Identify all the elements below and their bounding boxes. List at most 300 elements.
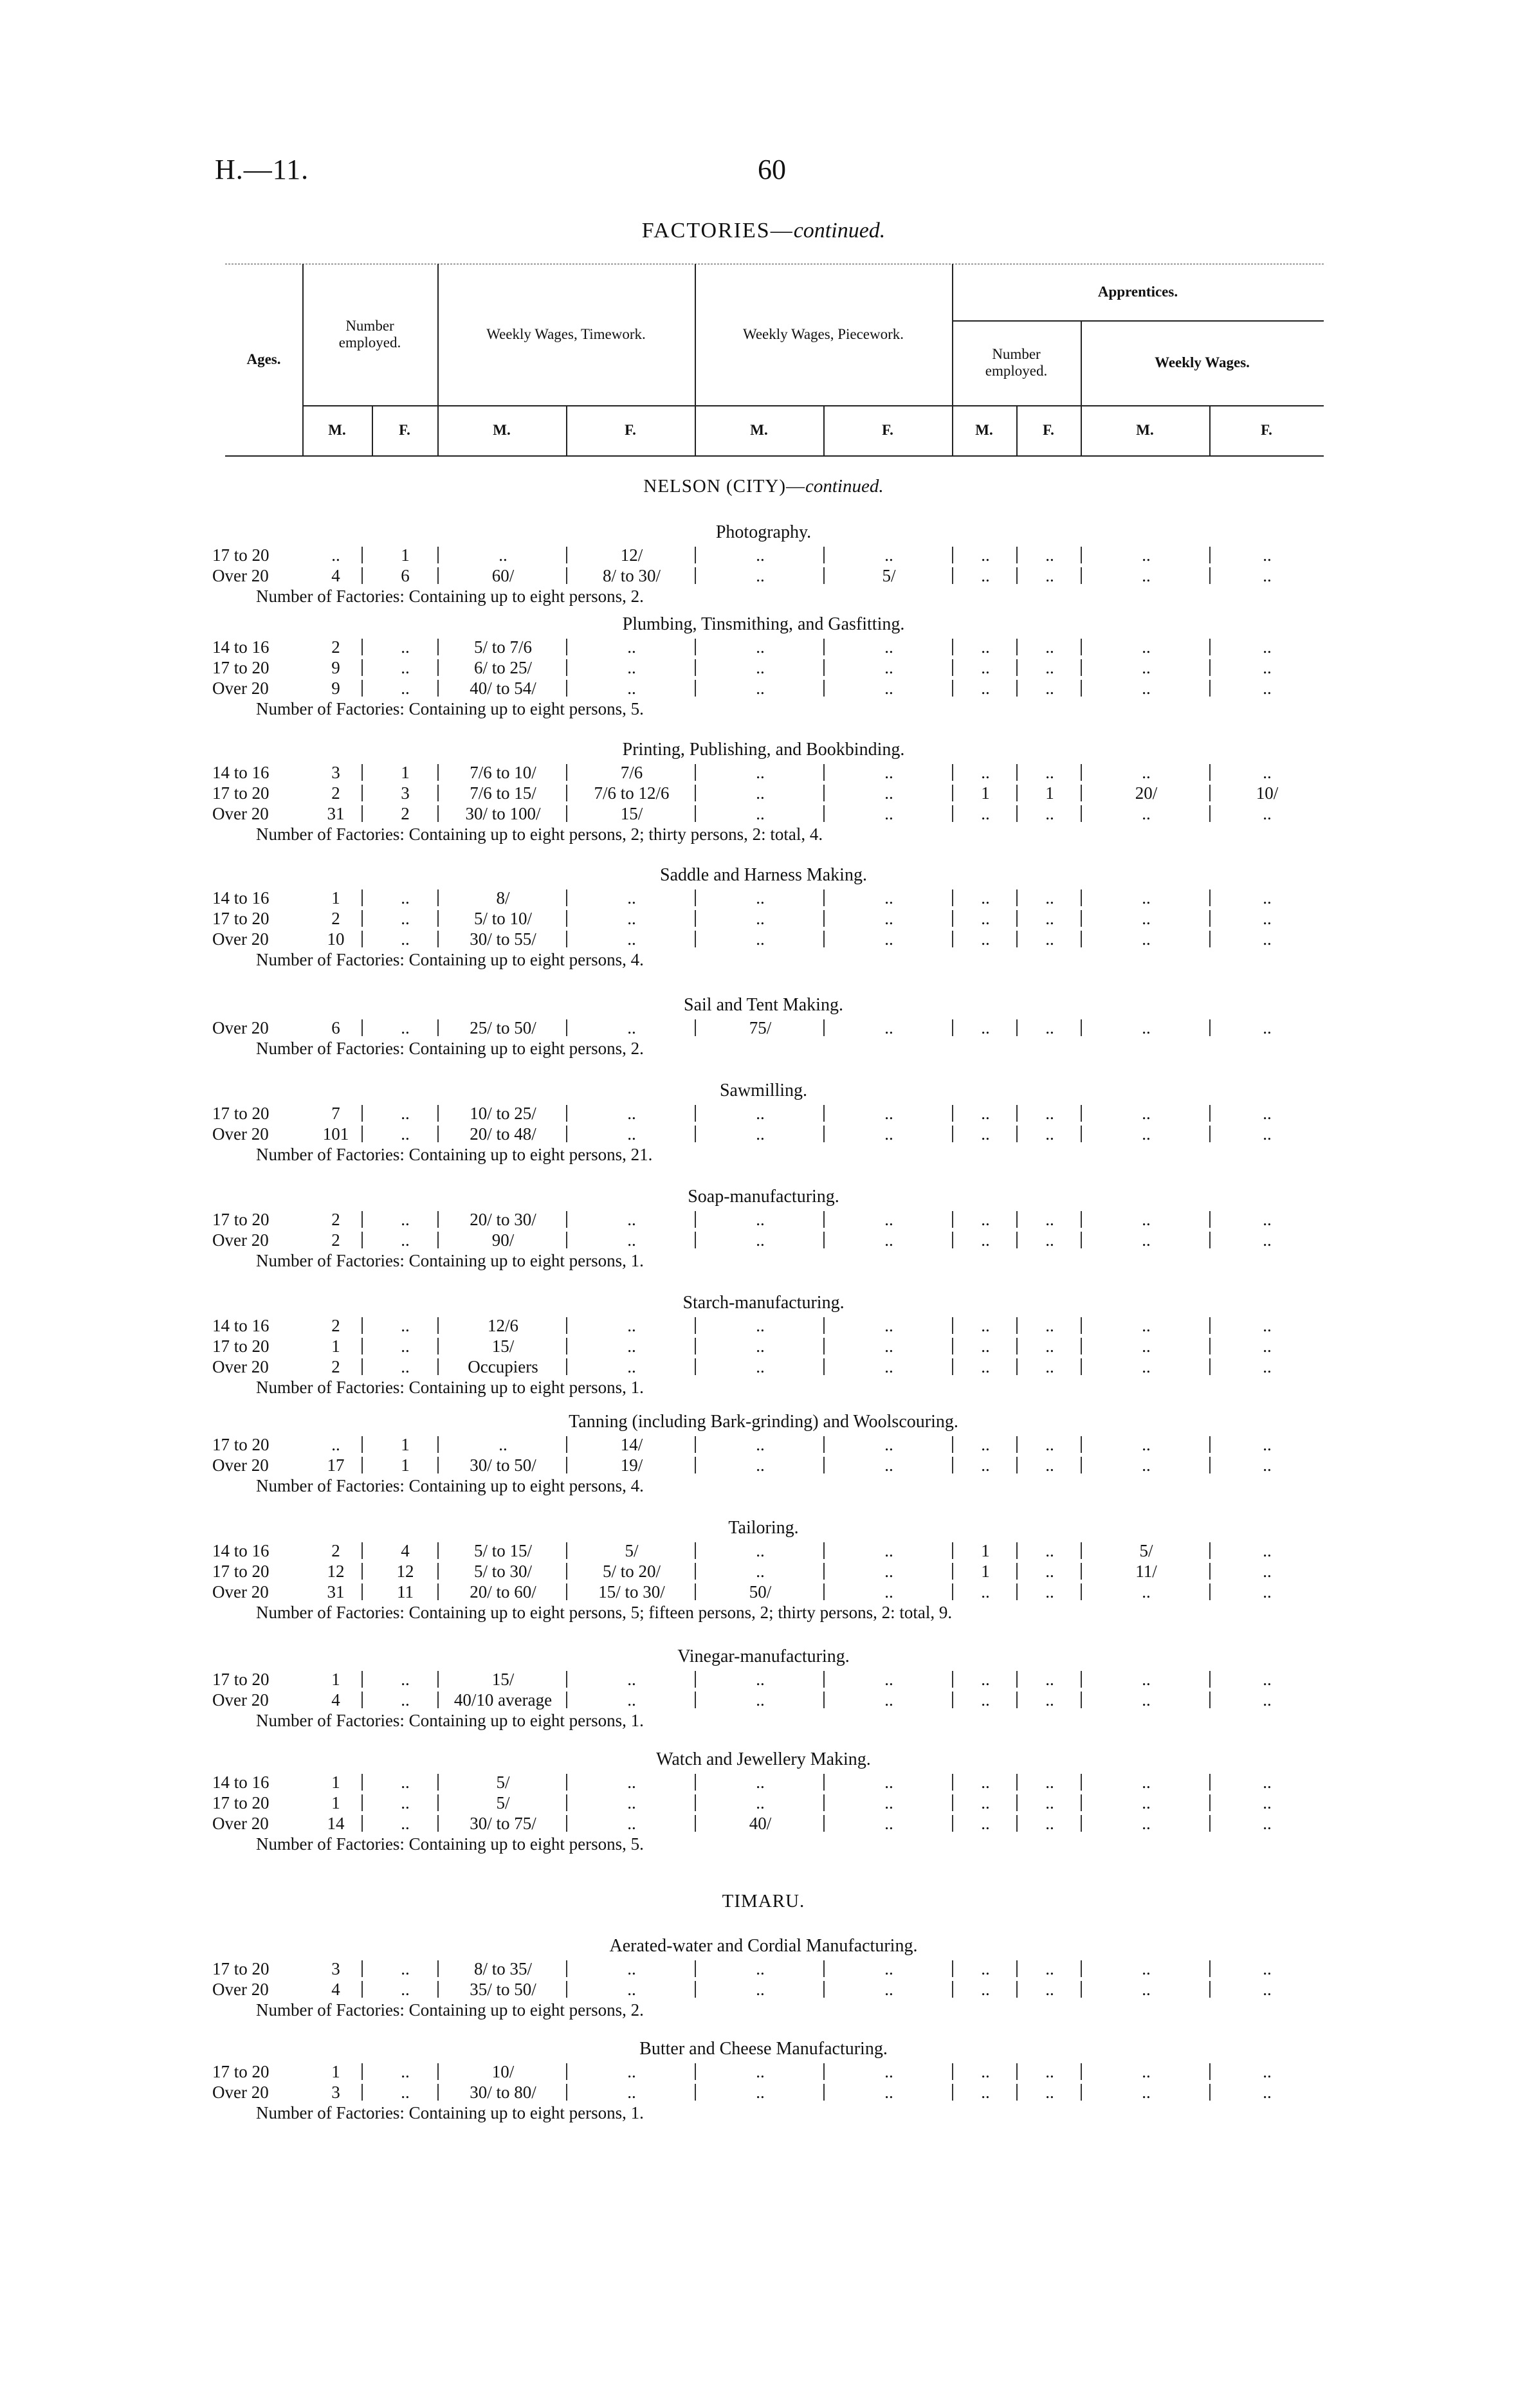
column-rule	[1209, 805, 1211, 822]
value-cell: ..	[1045, 658, 1054, 677]
column-rule	[695, 1457, 696, 1473]
value-cell: ..	[627, 1018, 636, 1037]
factories-note: Number of Factories: Containing up to eight persons, 1.	[256, 1378, 644, 1397]
header-m: M.	[975, 421, 993, 438]
column-rule	[823, 1338, 825, 1354]
value-cell: 31	[327, 804, 345, 823]
value-cell: ..	[981, 1357, 990, 1376]
value-cell: ..	[627, 637, 636, 657]
column-rule	[695, 1692, 696, 1708]
value-cell: ..	[981, 1670, 990, 1689]
header-m: M.	[1136, 421, 1154, 438]
column-rule	[1209, 1457, 1211, 1473]
column-rule	[952, 1232, 953, 1248]
value-cell: ..	[1142, 1959, 1151, 1978]
value-cell: ..	[1263, 1018, 1272, 1037]
value-cell: 6/ to 25/	[473, 658, 532, 677]
value-cell: 4	[331, 1980, 340, 1999]
header-apprentices: Apprentices.	[1097, 283, 1178, 300]
value-cell: ..	[884, 679, 893, 698]
column-rule	[1209, 1563, 1211, 1580]
column-rule	[1081, 1436, 1082, 1453]
column-rule	[1016, 1232, 1018, 1248]
column-rule	[823, 889, 825, 906]
header-f: F.	[1043, 421, 1054, 438]
value-cell: ..	[884, 2062, 893, 2081]
column-rule	[361, 1774, 363, 1791]
value-cell: ..	[401, 1357, 410, 1376]
value-cell: 5/	[496, 1793, 510, 1812]
column-rule	[823, 1126, 825, 1142]
column-rule	[361, 1542, 363, 1559]
value-cell: ..	[1142, 1435, 1151, 1454]
age-cell: 17 to 20	[212, 1670, 270, 1689]
value-cell: ..	[756, 1455, 765, 1475]
column-rule	[695, 1358, 696, 1375]
column-rule	[437, 1671, 439, 1688]
column-rule	[437, 2063, 439, 2080]
column-rule	[1209, 567, 1211, 584]
value-cell: ..	[1142, 1316, 1151, 1335]
value-cell: ..	[1142, 888, 1151, 908]
value-cell: ..	[981, 1018, 990, 1037]
value-cell: ..	[401, 1018, 410, 1037]
value-cell: 30/ to 55/	[470, 929, 536, 949]
column-rule	[1209, 1126, 1211, 1142]
value-cell: ..	[1263, 763, 1272, 782]
value-cell: ..	[627, 1690, 636, 1710]
factories-note: Number of Factories: Containing up to eight persons, 1.	[256, 1711, 644, 1730]
column-rule	[823, 910, 825, 927]
value-cell: ..	[756, 658, 765, 677]
column-rule	[1209, 639, 1211, 655]
value-cell: 30/ to 100/	[465, 804, 541, 823]
value-cell: ..	[884, 1336, 893, 1356]
column-rule	[695, 639, 696, 655]
column-rule	[361, 1211, 363, 1228]
value-cell: ..	[401, 1773, 410, 1792]
industry-title: Vinegar-manufacturing.	[677, 1646, 850, 1666]
value-cell: 7	[331, 1104, 340, 1123]
column-rule	[1209, 910, 1211, 927]
column-rule	[952, 1436, 953, 1453]
column-rule	[695, 1211, 696, 1228]
value-cell: ..	[1142, 1357, 1151, 1376]
value-cell: ..	[1142, 763, 1151, 782]
value-cell: ..	[627, 1814, 636, 1833]
value-cell: ..	[1263, 1435, 1272, 1454]
value-cell: 2	[401, 804, 410, 823]
value-cell: ..	[884, 1670, 893, 1689]
value-cell: ..	[884, 1980, 893, 1999]
age-cell: Over 20	[212, 1230, 269, 1250]
city-name-suffix: continued.	[805, 476, 884, 497]
age-cell: 17 to 20	[212, 1959, 270, 1978]
value-cell: 20/ to 60/	[470, 1582, 536, 1601]
value-cell: 2	[331, 637, 340, 657]
industry-title: Photography.	[715, 522, 812, 542]
value-cell: ..	[1045, 1793, 1054, 1812]
column-rule	[1016, 764, 1018, 781]
column-rule	[566, 1338, 567, 1354]
table-title	[0, 219, 1527, 243]
column-rule	[952, 1981, 953, 1998]
value-cell: ..	[1263, 566, 1272, 585]
value-cell: 90/	[491, 1230, 515, 1250]
column-rule	[1081, 2084, 1082, 2101]
table-row	[0, 1793, 1527, 1813]
column-rule	[695, 1583, 696, 1600]
header-weekly-timework: Weekly Wages, Timework.	[486, 325, 646, 342]
table-title-suffix: continued.	[793, 219, 886, 242]
value-cell: ..	[1263, 1210, 1272, 1229]
city-name: TIMARU.	[722, 1891, 805, 1911]
value-cell: ..	[1142, 804, 1151, 823]
table-row	[0, 888, 1527, 908]
industry-title: Soap-manufacturing.	[688, 1187, 839, 1207]
value-cell: 6	[401, 566, 410, 585]
value-cell: 25/ to 50/	[470, 1018, 536, 1037]
column-rule	[566, 1815, 567, 1832]
column-rule	[361, 889, 363, 906]
column-rule	[361, 1981, 363, 1998]
column-rule	[952, 2063, 953, 2080]
age-cell: Over 20	[212, 1357, 269, 1376]
table-row	[0, 1562, 1527, 1582]
column-rule	[695, 1815, 696, 1832]
table-row	[0, 1773, 1527, 1792]
value-cell: Occupiers	[468, 1357, 538, 1376]
column-rule	[952, 1317, 953, 1334]
value-cell: 5/ to 10/	[473, 909, 532, 928]
column-rule	[823, 1317, 825, 1334]
value-cell: ..	[1263, 1959, 1272, 1978]
value-cell: ..	[627, 1357, 636, 1376]
column-rule	[566, 1583, 567, 1600]
header-bottom-rule	[225, 455, 1324, 457]
age-cell: 17 to 20	[212, 1793, 270, 1812]
column-rule	[952, 1815, 953, 1832]
value-cell: ..	[627, 1336, 636, 1356]
column-rule	[952, 805, 953, 822]
value-cell: ..	[981, 1336, 990, 1356]
value-cell: ..	[627, 909, 636, 928]
value-cell: ..	[884, 783, 893, 803]
column-rule	[695, 1019, 696, 1036]
column-rule	[437, 1019, 439, 1036]
column-rule	[566, 1794, 567, 1811]
column-rule	[952, 567, 953, 584]
column-rule	[695, 764, 696, 781]
column-rule	[1081, 1692, 1082, 1708]
column-rule	[695, 2063, 696, 2080]
value-cell: ..	[756, 929, 765, 949]
value-cell: ..	[1045, 1773, 1054, 1792]
column-rule	[1016, 639, 1018, 655]
column-rule	[566, 910, 567, 927]
value-cell: ..	[884, 1210, 893, 1229]
column-rule	[566, 1211, 567, 1228]
column-rule	[437, 1105, 439, 1122]
value-cell: 3	[331, 1959, 340, 1978]
value-cell: ..	[401, 679, 410, 698]
column-rule	[1016, 1457, 1018, 1473]
age-cell: 14 to 16	[212, 1773, 270, 1792]
column-rule	[1209, 1815, 1211, 1832]
column-rule	[823, 1457, 825, 1473]
column-rule	[1081, 1671, 1082, 1688]
column-rule	[1209, 1774, 1211, 1791]
value-cell: 15/	[491, 1670, 515, 1689]
header-f: F.	[625, 421, 636, 438]
column-rule	[952, 764, 953, 781]
value-cell: ..	[981, 1690, 990, 1710]
value-cell: ..	[627, 1773, 636, 1792]
column-rule	[1209, 680, 1211, 697]
column-rule	[566, 764, 567, 781]
value-cell: 40/ to 54/	[470, 679, 536, 698]
value-cell: ..	[884, 545, 893, 565]
value-cell: ..	[981, 1455, 990, 1475]
column-rule	[823, 2084, 825, 2101]
value-cell: 4	[331, 566, 340, 585]
age-cell: 14 to 16	[212, 1316, 270, 1335]
value-cell: ..	[1263, 1316, 1272, 1335]
value-cell: ..	[1263, 1562, 1272, 1581]
value-cell: ..	[1263, 2083, 1272, 2102]
value-cell: ..	[981, 888, 990, 908]
age-cell: 14 to 16	[212, 888, 270, 908]
table-row	[0, 1435, 1527, 1455]
column-rule	[361, 1436, 363, 1453]
column-rule	[952, 1211, 953, 1228]
column-rule	[952, 1126, 953, 1142]
column-rule	[952, 1794, 953, 1811]
value-cell: 1	[331, 1773, 340, 1792]
value-cell: 50/	[749, 1582, 772, 1601]
column-rule	[1016, 931, 1018, 947]
table-row	[0, 1670, 1527, 1690]
column-rule	[695, 1960, 696, 1977]
column-rule	[1081, 1232, 1082, 1248]
column-rule	[566, 1457, 567, 1473]
table-row	[0, 783, 1527, 803]
column-rule	[1209, 1671, 1211, 1688]
value-cell: ..	[1142, 2062, 1151, 2081]
table-row	[0, 1336, 1527, 1356]
column-rule	[1081, 1583, 1082, 1600]
value-cell: ..	[1045, 1690, 1054, 1710]
table-row	[0, 1018, 1527, 1038]
value-cell: ..	[884, 1582, 893, 1601]
value-cell: 75/	[749, 1018, 772, 1037]
age-cell: 14 to 16	[212, 1541, 270, 1560]
column-rule	[1209, 1338, 1211, 1354]
column-rule	[695, 889, 696, 906]
value-cell: 3	[331, 763, 340, 782]
column-rule	[437, 1338, 439, 1354]
value-cell: ..	[884, 1814, 893, 1833]
industry-title: Tailoring.	[728, 1518, 799, 1538]
value-cell: ..	[1263, 1814, 1272, 1833]
value-cell: ..	[401, 1104, 410, 1123]
value-cell: 5/	[882, 566, 896, 585]
value-cell: ..	[884, 2083, 893, 2102]
column-rule	[1081, 889, 1082, 906]
column-rule	[1209, 1794, 1211, 1811]
value-cell: ..	[401, 2062, 410, 2081]
column-rule	[361, 659, 363, 676]
value-cell: ..	[981, 1582, 990, 1601]
column-rule	[361, 680, 363, 697]
column-rule	[361, 1338, 363, 1354]
column-rule	[952, 1563, 953, 1580]
factories-note: Number of Factories: Containing up to eight persons, 1.	[256, 2103, 644, 2122]
table-row	[0, 1124, 1527, 1144]
age-cell: Over 20	[212, 2083, 269, 2102]
value-cell: ..	[756, 1793, 765, 1812]
value-cell: ..	[401, 637, 410, 657]
age-cell: 17 to 20	[212, 545, 270, 565]
column-rule	[437, 1563, 439, 1580]
value-cell: ..	[1045, 566, 1054, 585]
column-rule	[361, 1457, 363, 1473]
column-rule	[1016, 2084, 1018, 2101]
value-cell: ..	[627, 1670, 636, 1689]
age-cell: 17 to 20	[212, 2062, 270, 2081]
value-cell: 30/ to 75/	[470, 1814, 536, 1833]
value-cell: ..	[756, 637, 765, 657]
value-cell: ..	[756, 1210, 765, 1229]
value-cell: 12	[327, 1562, 345, 1581]
value-cell: ..	[1045, 888, 1054, 908]
industry-title: Plumbing, Tinsmithing, and Gasfitting.	[622, 614, 905, 634]
value-cell: 10/ to 25/	[470, 1104, 536, 1123]
column-rule	[823, 931, 825, 947]
column-rule	[1081, 1457, 1082, 1473]
table-row	[0, 2062, 1527, 2082]
column-rule	[361, 1815, 363, 1832]
value-cell: ..	[981, 1210, 990, 1229]
value-cell: ..	[401, 1980, 410, 1999]
column-rule	[1016, 1774, 1018, 1791]
value-cell: ..	[981, 658, 990, 677]
value-cell: ..	[401, 1814, 410, 1833]
column-rule	[437, 547, 439, 563]
city-heading	[0, 476, 1527, 497]
column-rule	[1016, 1211, 1018, 1228]
value-cell: 1	[331, 1336, 340, 1356]
age-cell: 17 to 20	[212, 1210, 270, 1229]
column-rule	[566, 1671, 567, 1688]
value-cell: 60/	[491, 566, 515, 585]
column-rule	[361, 1583, 363, 1600]
column-rule	[695, 1981, 696, 1998]
column-rule	[361, 1671, 363, 1688]
value-cell: ..	[401, 888, 410, 908]
value-cell: 30/ to 80/	[470, 2083, 536, 2102]
page-identifier: H.—11.	[215, 154, 309, 185]
column-rule	[1209, 547, 1211, 563]
value-cell: 11	[397, 1582, 414, 1601]
table-row	[0, 545, 1527, 565]
column-rule	[823, 1960, 825, 1977]
table-row	[0, 1210, 1527, 1230]
header-f: F.	[882, 421, 893, 438]
column-rule	[437, 659, 439, 676]
value-cell: ..	[756, 804, 765, 823]
header-apprentice-wages: Weekly Wages.	[1155, 354, 1250, 370]
factories-note: Number of Factories: Containing up to eight persons, 2.	[256, 587, 644, 606]
value-cell: ..	[1045, 2083, 1054, 2102]
value-cell: ..	[1142, 1670, 1151, 1689]
column-rule	[566, 1774, 567, 1791]
value-cell: ..	[981, 1814, 990, 1833]
value-cell: ..	[401, 909, 410, 928]
value-cell: ..	[1045, 1230, 1054, 1250]
column-rule	[1081, 1794, 1082, 1811]
column-rule	[823, 785, 825, 801]
column-rule	[361, 1692, 363, 1708]
table-header	[225, 264, 1324, 457]
value-cell: ..	[401, 1670, 410, 1689]
value-cell: 31	[327, 1582, 345, 1601]
column-rule	[566, 1960, 567, 1977]
value-cell: 1	[331, 1793, 340, 1812]
table-row	[0, 1455, 1527, 1475]
age-cell: Over 20	[212, 1980, 269, 1999]
value-cell: ..	[1142, 1793, 1151, 1812]
column-rule	[1016, 1960, 1018, 1977]
column-rule	[1209, 1019, 1211, 1036]
industry-title: Printing, Publishing, and Bookbinding.	[622, 740, 905, 760]
factories-note: Number of Factories: Containing up to eight persons, 2.	[256, 1039, 644, 1058]
value-cell: 5/ to 15/	[473, 1541, 532, 1560]
value-cell: ..	[627, 679, 636, 698]
column-rule	[823, 1563, 825, 1580]
value-cell: 11/	[1135, 1562, 1157, 1581]
industry-title: Watch and Jewellery Making.	[656, 1749, 871, 1769]
column-rule	[695, 1232, 696, 1248]
value-cell: ..	[756, 1670, 765, 1689]
value-cell: ..	[884, 1230, 893, 1250]
value-cell: ..	[1045, 637, 1054, 657]
column-rule	[361, 1105, 363, 1122]
column-rule	[695, 547, 696, 563]
value-cell: ..	[1045, 1582, 1054, 1601]
value-cell: ..	[884, 1104, 893, 1123]
column-rule	[1209, 1211, 1211, 1228]
value-cell: 1	[981, 1541, 990, 1560]
header-ages: Ages.	[246, 351, 281, 367]
value-cell: ..	[981, 1773, 990, 1792]
header-number-employed: Number employed.	[338, 317, 401, 351]
age-cell: 17 to 20	[212, 1562, 270, 1581]
value-cell: 20/ to 30/	[470, 1210, 536, 1229]
age-cell: Over 20	[212, 566, 269, 585]
column-rule	[695, 1126, 696, 1142]
value-cell: ..	[1142, 545, 1151, 565]
value-cell: 2	[331, 783, 340, 803]
column-rule	[437, 1960, 439, 1977]
column-rule	[437, 1794, 439, 1811]
industry-title: Saddle and Harness Making.	[660, 865, 867, 885]
value-cell: ..	[627, 2083, 636, 2102]
value-cell: ..	[1263, 1980, 1272, 1999]
value-cell: 12/	[620, 545, 643, 565]
column-rule	[1081, 931, 1082, 947]
value-cell: ..	[1263, 929, 1272, 949]
